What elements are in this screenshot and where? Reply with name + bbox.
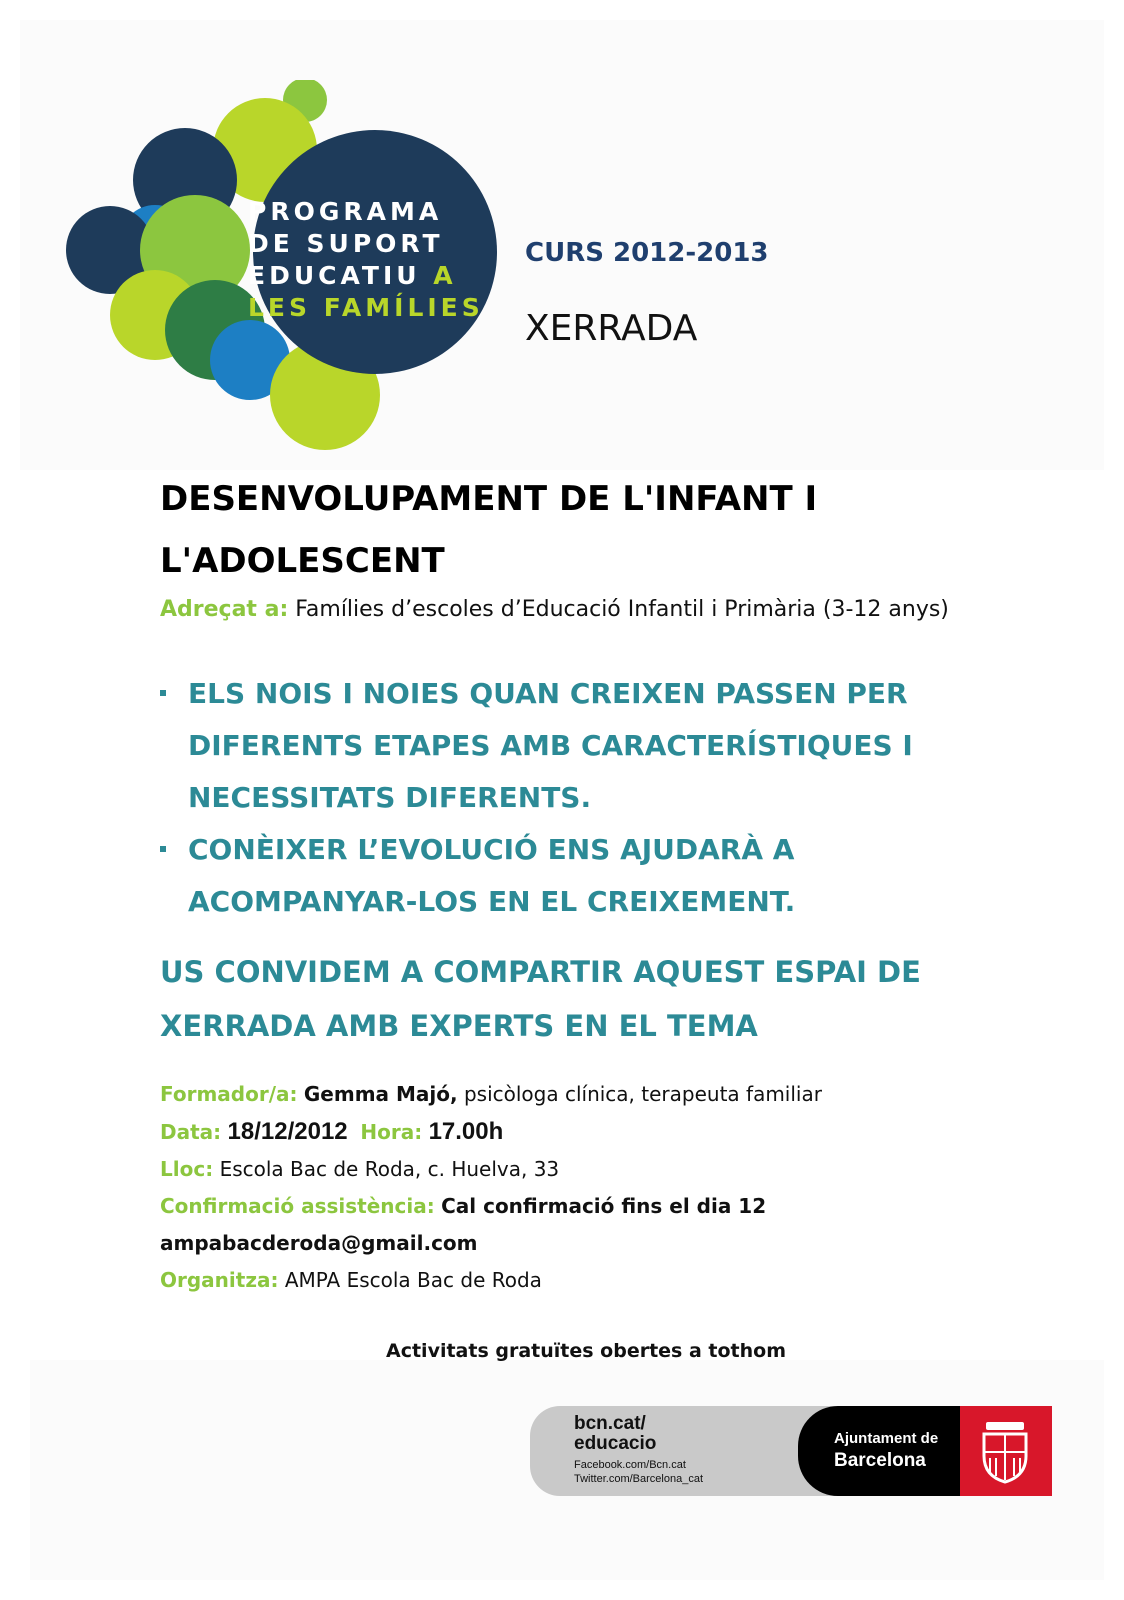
course-year: CURS 2012-2013 [525, 238, 769, 268]
event-type: XERRADA [525, 308, 698, 349]
bullet-square-icon [160, 846, 166, 852]
place-row [160, 1151, 980, 1188]
invitation: US CONVIDEM A COMPARTIR AQUEST ESPAI DE XERRADA AMB EXPERTS EN EL TEMA [160, 955, 921, 1043]
bcn-url [574, 1414, 656, 1454]
organizer-row [160, 1262, 980, 1299]
logo-line-4: LES FAMÍLIES [248, 293, 484, 322]
list-item [160, 824, 960, 928]
list-item [160, 668, 960, 824]
audience-value: Famílies d’escoles d’Educació Infantil i Primària (3-12 anys) [295, 597, 949, 622]
confirm-row [160, 1188, 980, 1225]
ajuntament-line-2: Barcelona [834, 1450, 926, 1471]
list-item-text: CONÈIXER L’EVOLUCIÓ ENS AJUDARÀ A ACOMPANYAR-LOS EN EL CREIXEMENT. [188, 833, 796, 918]
confirm-label: Confirmació assistència: [160, 1194, 435, 1218]
trainer-name: Gemma Majó, [303, 1082, 458, 1106]
datetime-row [160, 1113, 980, 1151]
trainer-role: psicòloga clínica, terapeuta familiar [463, 1082, 822, 1106]
ajuntament-name [834, 1428, 938, 1472]
place-label: Lloc: [160, 1157, 214, 1181]
free-activities-note: Activitats gratuïtes obertes a tothom [386, 1340, 787, 1362]
event-details [160, 1076, 980, 1299]
audience [160, 590, 960, 630]
logo-line-2: DE SUPORT [248, 229, 444, 258]
bcn-url-line-1: bcn.cat/ [574, 1413, 646, 1434]
logo-line-1: PROGRAMA [248, 197, 443, 226]
list-item-text: ELS NOIS I NOIES QUAN CREIXEN PASSEN PER DIFERENTS ETAPES AMB CARACTERÍSTIQUES I NECESSITATS DIFERENTS. [188, 677, 913, 814]
logo-title [248, 196, 484, 324]
barcelona-shield-icon [978, 1418, 1032, 1484]
facebook-link: Facebook.com/Bcn.cat [574, 1459, 686, 1471]
date-value: 18/12/2012 [227, 1118, 348, 1145]
email-row [160, 1225, 980, 1262]
ajuntament-line-1: Ajuntament de [834, 1430, 939, 1447]
social-links [574, 1458, 703, 1486]
organizer-label: Organitza: [160, 1268, 279, 1292]
audience-label: Adreçat a: [160, 597, 289, 622]
contact-email: ampabacderoda@gmail.com [160, 1231, 478, 1255]
place-value: Escola Bac de Roda, c. Huelva, 33 [219, 1157, 560, 1181]
confirm-value: Cal confirmació fins el dia 12 [441, 1194, 767, 1218]
page-title: DESENVOLUPAMENT DE L'INFANT I L'ADOLESCENT [160, 479, 818, 581]
organizer-value: AMPA Escola Bac de Roda [284, 1268, 542, 1292]
key-points-list [160, 668, 960, 928]
trainer-row [160, 1076, 980, 1113]
date-label: Data: [160, 1120, 222, 1144]
bcn-url-line-2: educacio [574, 1433, 657, 1454]
logo-line-3-accent: A [433, 261, 457, 290]
time-label: Hora: [360, 1120, 423, 1144]
trainer-label: Formador/a: [160, 1082, 298, 1106]
time-value: 17.00h [428, 1118, 504, 1145]
logo-line-3: EDUCATIU [248, 261, 421, 290]
twitter-link: Twitter.com/Barcelona_cat [574, 1473, 704, 1485]
bullet-square-icon [160, 690, 166, 696]
barcelona-footer-logo [530, 1406, 1052, 1496]
